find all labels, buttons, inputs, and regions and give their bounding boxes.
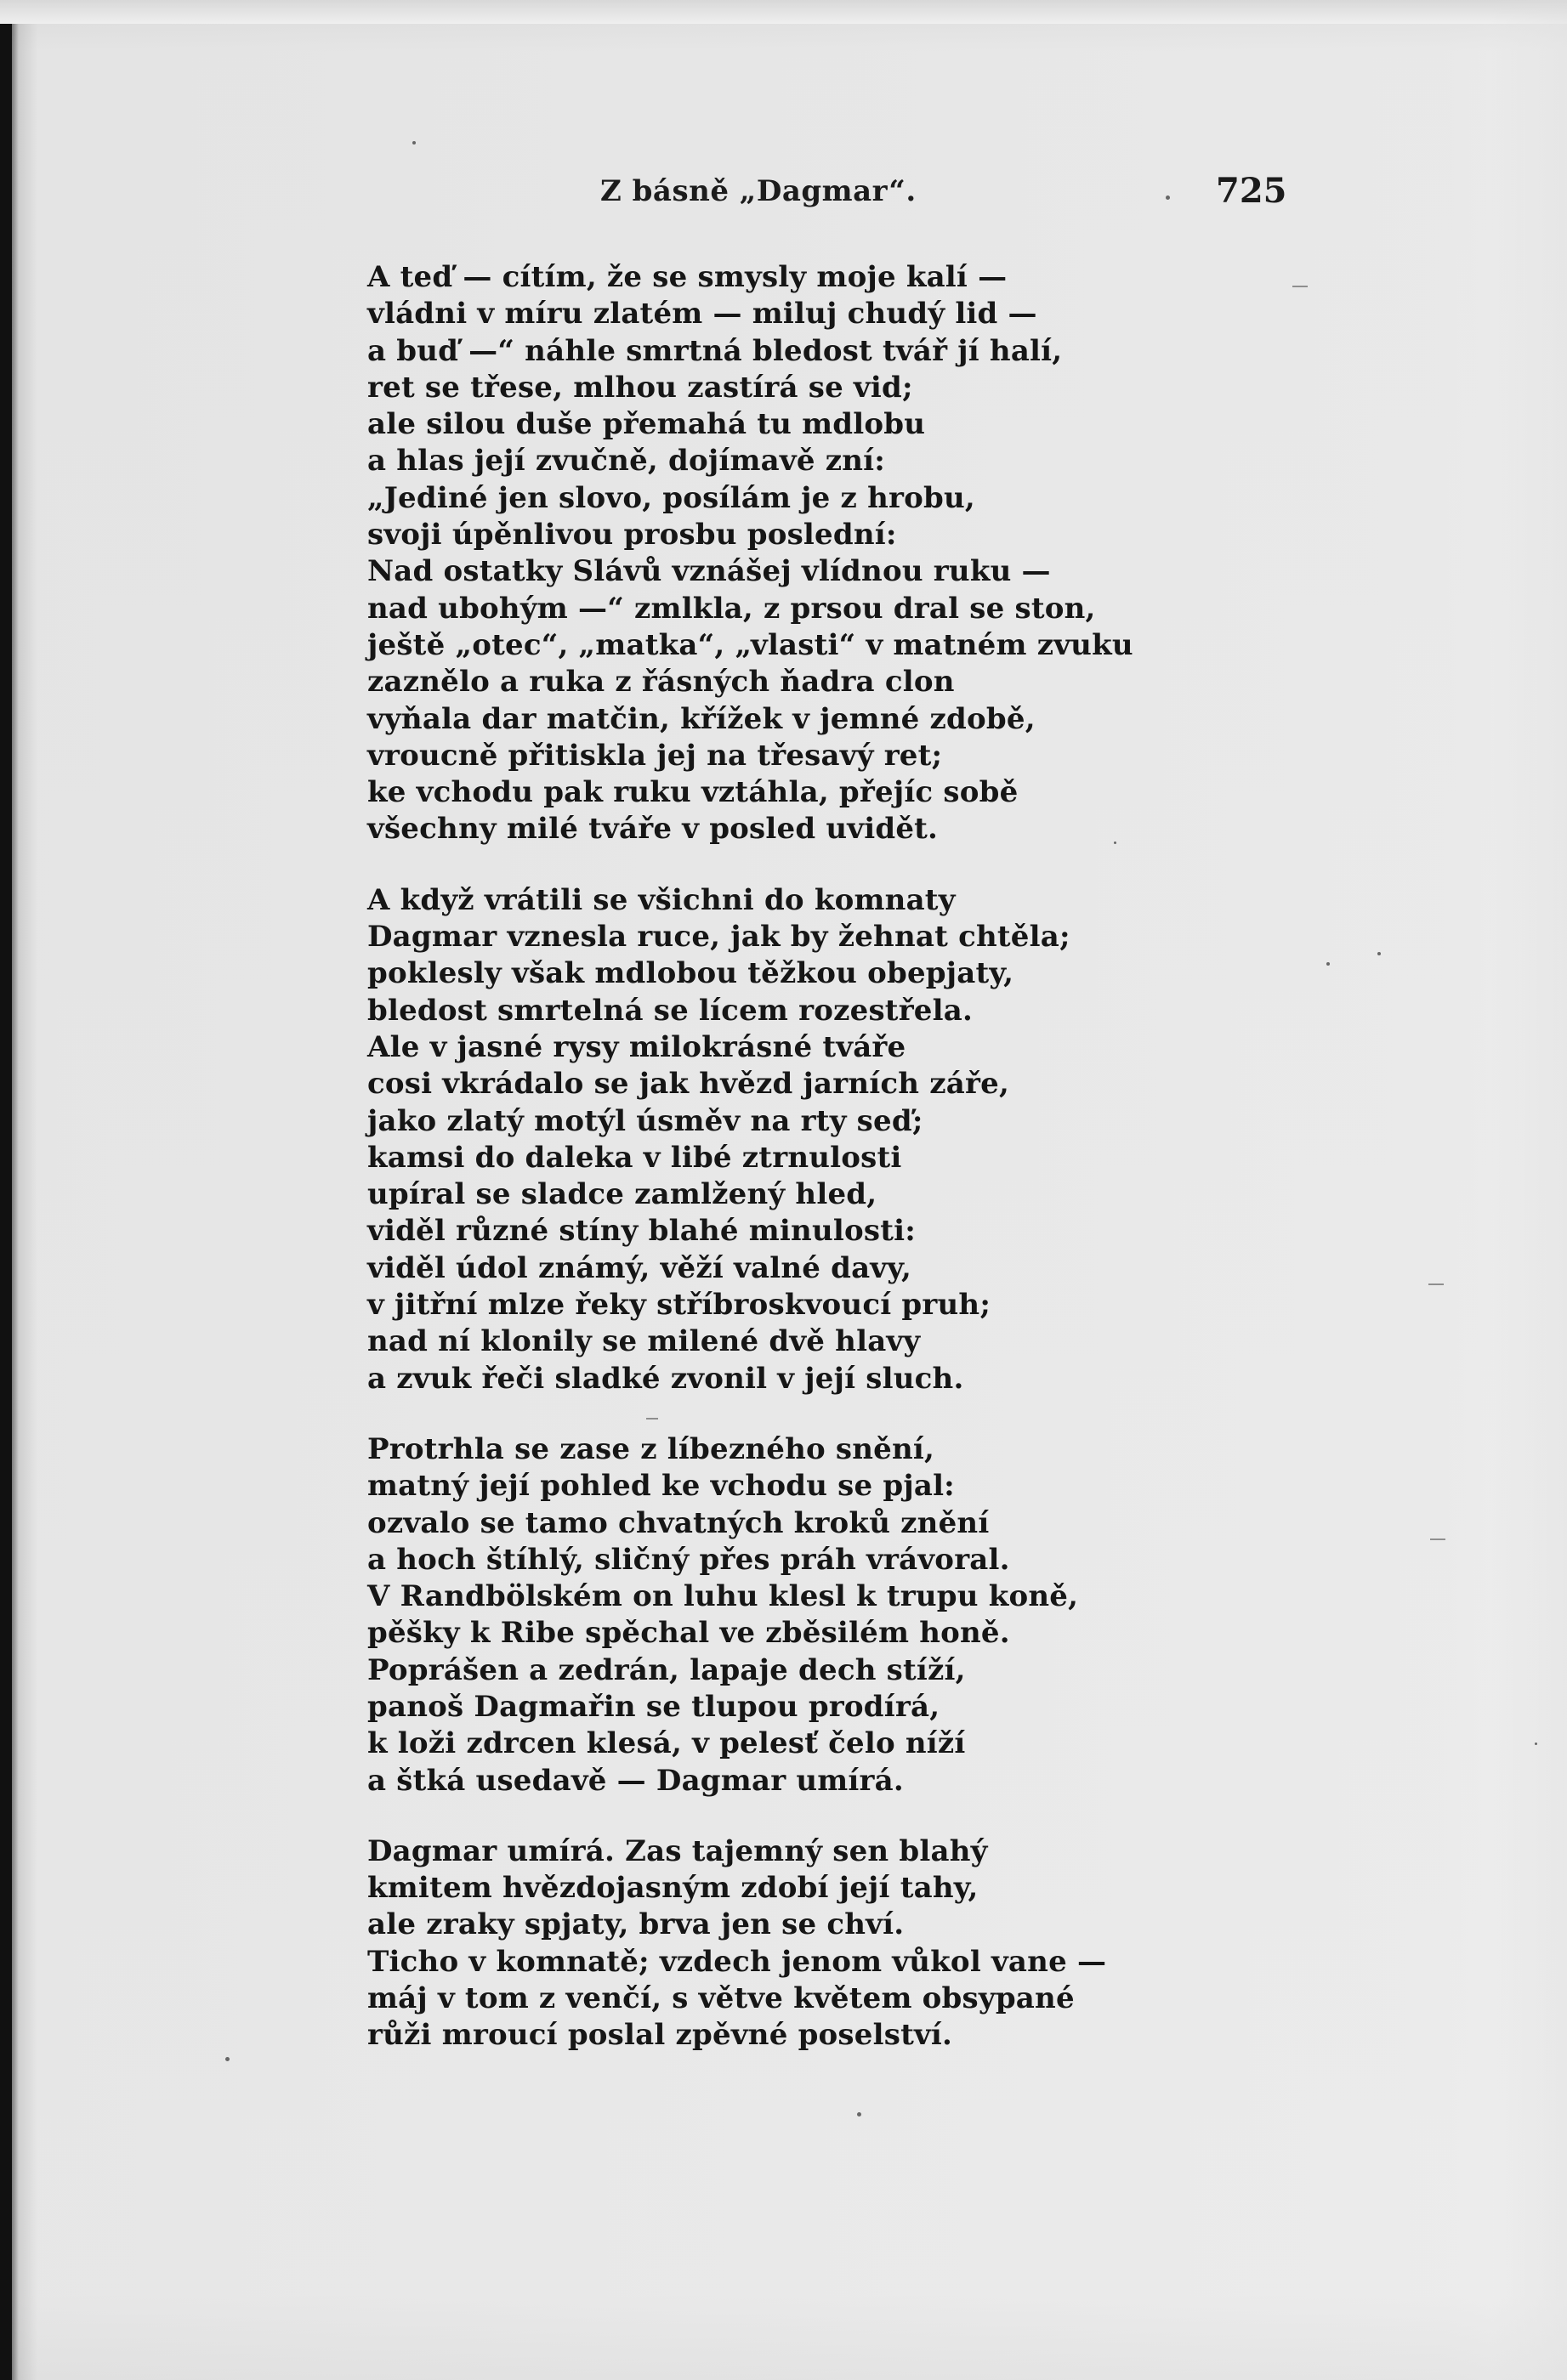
verse-line: Dagmar umírá. Zas tajemný sen blahý: [367, 1833, 988, 1868]
verse-line: A když vrátili se všichni do komnaty: [367, 882, 956, 917]
print-speck: [1377, 952, 1381, 955]
verse-line: Nad ostatky Slávů vznášej vlídnou ruku —: [367, 554, 1051, 589]
poem-text: [367, 259, 1133, 2054]
verse-line: a zvuk řeči sladké zvonil v její sluch.: [367, 1361, 964, 1396]
verse-line: poklesly však mdlobou těžkou obepjaty,: [367, 956, 1014, 991]
verse-line: vládni v míru zlatém — miluj chudý lid —: [367, 297, 1037, 332]
stanza-1: [367, 259, 1133, 848]
verse-line: vyňala dar matčin, křížek v jemné zdobě,: [367, 701, 1036, 736]
verse-line: v jitřní mlze řeky stříbroskvoucí pruh;: [367, 1288, 991, 1323]
verse-line: matný její pohled ke vchodu se pjal:: [367, 1469, 955, 1504]
verse-line: jako zlatý motýl úsměv na rty seď;: [367, 1103, 923, 1138]
scan-mark: [1292, 286, 1308, 287]
verse-line: ret se třese, mlhou zastírá se vid;: [367, 370, 913, 405]
print-speck: [412, 141, 416, 144]
verse-line: ozvalo se tamo chvatných kroků znění: [367, 1505, 990, 1540]
verse-line: a hlas její zvučně, dojímavě zní:: [367, 444, 886, 479]
verse-line: pěšky k Ribe spěchal ve zběsilém honě.: [367, 1616, 1010, 1651]
print-speck: [1535, 1742, 1537, 1745]
print-speck: [857, 2112, 861, 2116]
verse-line: upíral se sladce zamlžený hled,: [367, 1177, 877, 1212]
verse-line: vroucně přitiskla jej na třesavý ret;: [367, 738, 943, 773]
verse-line: ale zraky spjaty, brva jen se chví.: [367, 1907, 905, 1942]
verse-line: kamsi do daleka v libé ztrnulosti: [367, 1140, 902, 1175]
verse-line: nad ubohým —“ zmlkla, z prsou dral se ston,: [367, 591, 1096, 626]
stanza-2: [367, 882, 1099, 1397]
stanza-3: [367, 1431, 1099, 1799]
running-title: Z básně „Dagmar“.: [600, 174, 917, 208]
verse-line: ke vchodu pak ruku vztáhla, přejíc sobě: [367, 775, 1019, 810]
print-speck: [225, 2057, 230, 2061]
page-binding-shadow: [0, 0, 12, 2380]
page-right-shade: [1490, 0, 1567, 2380]
verse-line: ale silou duše přemahá tu mdlobu: [367, 407, 926, 442]
verse-line: všechny milé tváře v posled uvidět.: [367, 812, 939, 847]
stanza-4: [367, 1833, 1107, 2054]
scan-mark: [1428, 1284, 1444, 1285]
page-top-band: [0, 0, 1567, 24]
verse-line: ještě „otec“, „matka“, „vlasti“ v matném zvuku: [367, 627, 1133, 662]
verse-line: bledost smrtelná se lícem rozestřela.: [367, 993, 974, 1028]
page-number: 725: [1216, 171, 1287, 211]
verse-line: a buď —“ náhle smrtná bledost tvář jí halí,: [367, 333, 1063, 368]
verse-line: Dagmar vznesla ruce, jak by žehnat chtěla;: [367, 920, 1070, 955]
print-speck: [1114, 842, 1116, 844]
verse-line: panoš Dagmařin se tlupou prodírá,: [367, 1689, 940, 1724]
verse-line: máj v tom z venčí, s větve květem obsypané: [367, 1981, 1075, 2016]
verse-line: Poprášen a zedrán, lapaje dech stíží,: [367, 1652, 966, 1687]
verse-line: k loži zdrcen klesá, v pelesť čelo níží: [367, 1726, 966, 1761]
verse-line: viděl různé stíny blahé minulosti:: [367, 1214, 916, 1249]
verse-line: a hoch štíhlý, sličný přes práh vrávoral.: [367, 1542, 1010, 1577]
verse-line: Protrhla se zase z líbezného snění,: [367, 1431, 935, 1466]
print-speck: [1326, 962, 1330, 966]
verse-line: kmitem hvězdojasným zdobí její tahy,: [367, 1871, 979, 1906]
verse-line: A teď — cítím, že se smysly moje kalí —: [367, 260, 1008, 294]
verse-line: svoji úpěnlivou prosbu poslední:: [367, 518, 897, 552]
verse-line: „Jediné jen slovo, posílám je z hrobu,: [367, 480, 975, 515]
verse-line: cosi vkrádalo se jak hvězd jarních záře,: [367, 1067, 1009, 1102]
verse-line: zaznělo a ruka z řásných ňadra clon: [367, 665, 955, 700]
verse-line: a štká usedavě — Dagmar umírá.: [367, 1763, 904, 1798]
verse-line: Ticho v komnatě; vzdech jenom vůkol vane —: [367, 1944, 1107, 1979]
verse-line: růži mroucí poslal zpěvné poselství.: [367, 2018, 953, 2053]
verse-line: nad ní klonily se milené dvě hlavy: [367, 1324, 921, 1359]
verse-line: V Randbölském on luhu klesl k trupu koně,: [367, 1579, 1079, 1614]
verse-line: Ale v jasné rysy milokrásné tváře: [367, 1029, 906, 1064]
scan-mark: [646, 1418, 658, 1420]
verse-line: viděl údol známý, věží valné davy,: [367, 1250, 912, 1285]
scan-mark: [1430, 1538, 1445, 1540]
print-speck: [1166, 196, 1170, 200]
